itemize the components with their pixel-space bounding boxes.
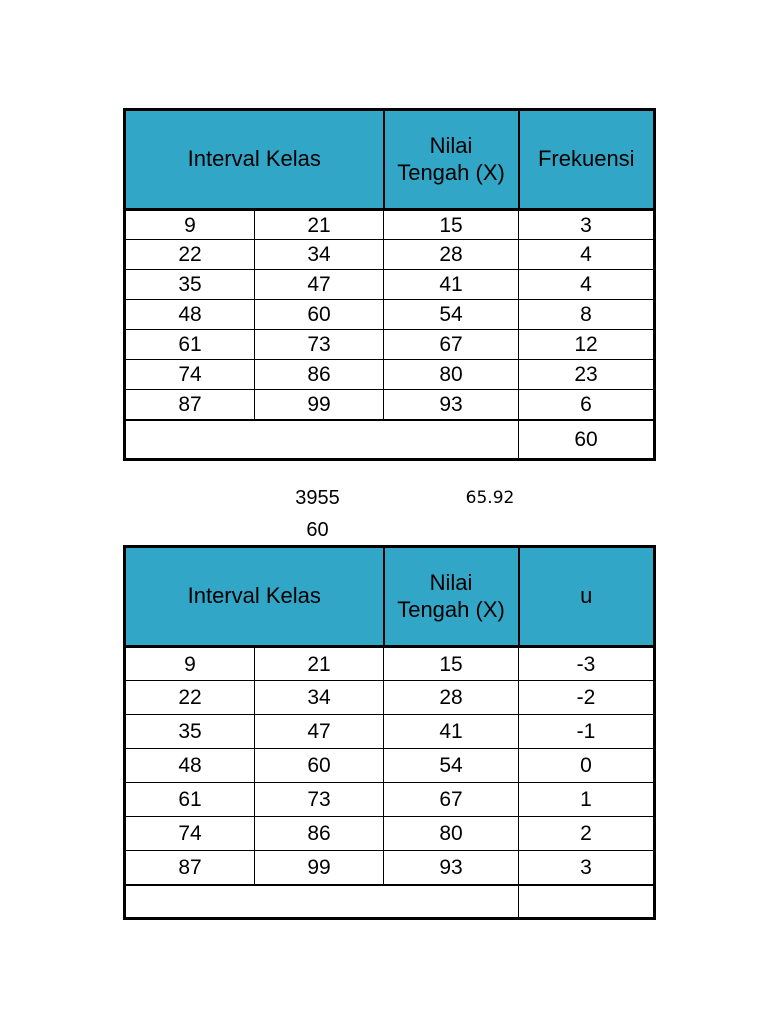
header-nilai-line2: Tengah (X) — [397, 159, 505, 185]
table-row — [125, 681, 655, 715]
cell-upper: 60 — [255, 300, 384, 330]
cell-u: 0 — [519, 749, 655, 783]
table-row — [125, 647, 655, 681]
cell-midpoint: 41 — [384, 715, 519, 749]
header-nilai-line2: Tengah (X) — [397, 596, 505, 622]
cell-midpoint: 80 — [384, 360, 519, 390]
cell-lower: 74 — [125, 360, 255, 390]
cell-upper: 34 — [255, 681, 384, 715]
cell-upper: 86 — [255, 817, 384, 851]
cell-midpoint: 15 — [384, 647, 519, 681]
cell-upper: 99 — [255, 390, 384, 420]
cell-midpoint: 28 — [384, 240, 519, 270]
total-label-cell — [125, 420, 519, 460]
cell-midpoint: 93 — [384, 851, 519, 885]
table-row — [125, 715, 655, 749]
header-nilai-line1: Nilai — [429, 133, 473, 159]
table-row — [125, 300, 655, 330]
cell-upper: 47 — [255, 270, 384, 300]
cell-midpoint: 67 — [384, 783, 519, 817]
cell-frequency: 4 — [519, 240, 655, 270]
header-interval-kelas: Interval Kelas — [125, 110, 384, 210]
cell-frequency: 3 — [519, 210, 655, 240]
table-row — [125, 360, 655, 390]
table-header-row — [125, 110, 655, 210]
cell-upper: 21 — [255, 210, 384, 240]
header-nilai-tengah — [384, 110, 519, 210]
cell-midpoint: 93 — [384, 390, 519, 420]
header-interval-kelas: Interval Kelas — [125, 547, 384, 647]
table-row — [125, 783, 655, 817]
header-nilai-line1: Nilai — [429, 570, 473, 596]
table-row — [125, 270, 655, 300]
cell-midpoint: 54 — [384, 749, 519, 783]
table-row — [125, 390, 655, 420]
cell-midpoint: 67 — [384, 330, 519, 360]
cell-midpoint: 80 — [384, 817, 519, 851]
cell-frequency: 4 — [519, 270, 655, 300]
cell-lower: 61 — [125, 783, 255, 817]
cell-lower: 48 — [125, 300, 255, 330]
total-row — [125, 420, 655, 460]
cell-frequency: 23 — [519, 360, 655, 390]
header-frekuensi: Frekuensi — [519, 110, 655, 210]
table-row — [125, 851, 655, 885]
cell-frequency: 6 — [519, 390, 655, 420]
cell-upper: 73 — [255, 330, 384, 360]
cell-upper: 34 — [255, 240, 384, 270]
cell-u: 3 — [519, 851, 655, 885]
cell-midpoint: 15 — [384, 210, 519, 240]
cell-lower: 48 — [125, 749, 255, 783]
cell-u: -1 — [519, 715, 655, 749]
cell-lower: 22 — [125, 681, 255, 715]
total-label-cell — [125, 885, 519, 919]
cell-lower: 35 — [125, 715, 255, 749]
cell-lower: 35 — [125, 270, 255, 300]
table-row — [125, 210, 655, 240]
cell-lower: 22 — [125, 240, 255, 270]
header-u: u — [519, 547, 655, 647]
total-u — [519, 885, 655, 919]
cell-upper: 60 — [255, 749, 384, 783]
cell-frequency: 8 — [519, 300, 655, 330]
cell-upper: 73 — [255, 783, 384, 817]
table-header-row — [125, 547, 655, 647]
cell-u: 2 — [519, 817, 655, 851]
cell-midpoint: 28 — [384, 681, 519, 715]
cell-u: -2 — [519, 681, 655, 715]
total-row — [125, 885, 655, 919]
cell-upper: 86 — [255, 360, 384, 390]
cell-frequency: 12 — [519, 330, 655, 360]
total-frequency: 60 — [519, 420, 655, 460]
cell-midpoint: 54 — [384, 300, 519, 330]
cell-upper: 21 — [255, 647, 384, 681]
sum-f-value: 60 — [306, 519, 329, 541]
frequency-table — [123, 108, 656, 461]
cell-lower: 87 — [125, 851, 255, 885]
cell-lower: 87 — [125, 390, 255, 420]
coding-table — [123, 545, 656, 920]
mean-value: 65.92 — [465, 488, 515, 508]
cell-midpoint: 41 — [384, 270, 519, 300]
cell-lower: 9 — [125, 647, 255, 681]
table-row — [125, 330, 655, 360]
cell-lower: 9 — [125, 210, 255, 240]
cell-lower: 61 — [125, 330, 255, 360]
sum-fx-value: 3955 — [295, 487, 340, 509]
table-row — [125, 749, 655, 783]
cell-upper: 47 — [255, 715, 384, 749]
table-row — [125, 817, 655, 851]
cell-u: 1 — [519, 783, 655, 817]
cell-u: -3 — [519, 647, 655, 681]
cell-upper: 99 — [255, 851, 384, 885]
header-nilai-tengah — [384, 547, 519, 647]
table-row — [125, 240, 655, 270]
cell-lower: 74 — [125, 817, 255, 851]
